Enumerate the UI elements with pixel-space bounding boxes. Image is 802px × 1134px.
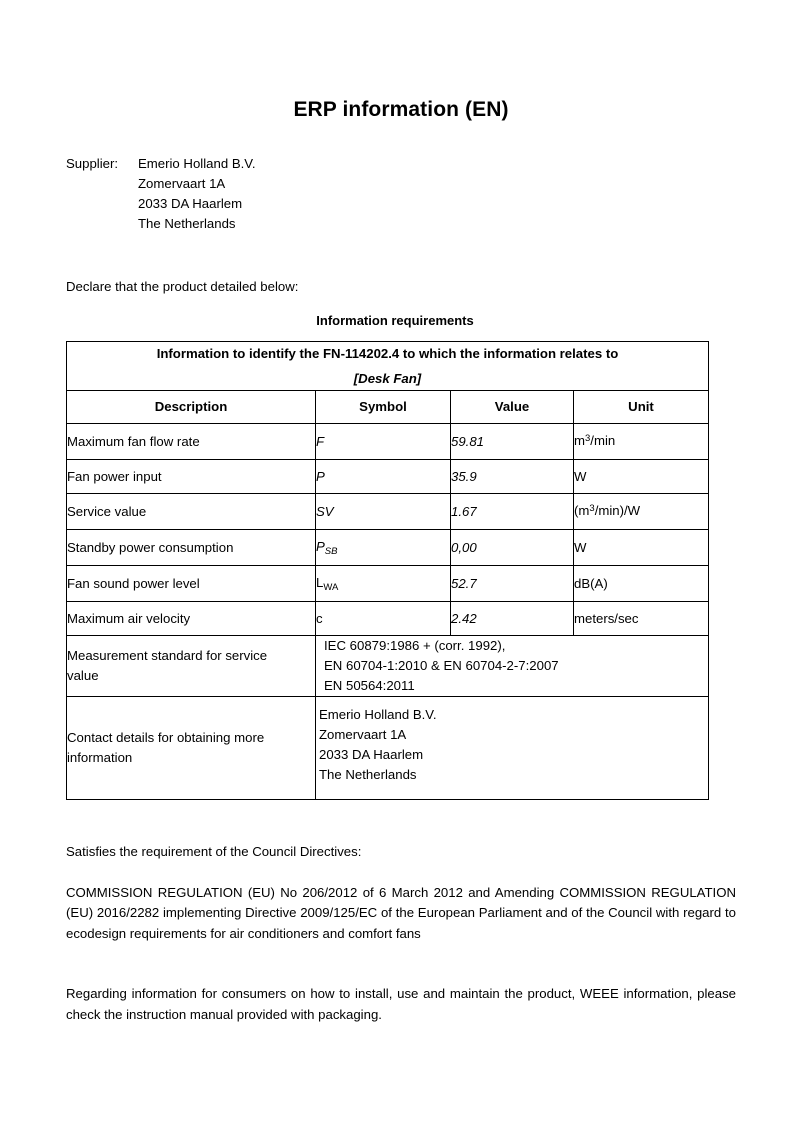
unit-prefix: W <box>574 469 587 485</box>
unit-prefix: (m <box>574 503 590 519</box>
measurement-standard-label <box>67 636 316 697</box>
row-value: 59.81 <box>451 424 574 460</box>
row-symbol-main: P <box>316 539 325 555</box>
row-value: 0,00 <box>451 530 574 566</box>
row-symbol-main: SV <box>316 504 334 520</box>
row-value: 35.9 <box>451 460 574 494</box>
supplier-label: Supplier: <box>66 156 119 172</box>
information-requirements-heading: Information requirements <box>316 313 474 329</box>
identification-line: Information to identify the FN-114202.4 to which the information relates to <box>156 346 619 362</box>
contact-details-label <box>67 697 316 800</box>
label-line: Contact details for obtaining more <box>67 730 265 746</box>
supplier-address-line: 2033 DA Haarlem <box>138 195 243 211</box>
row-symbol-main: L <box>316 575 324 591</box>
row-value: 52.7 <box>451 566 574 602</box>
column-header-description: Description <box>67 391 316 424</box>
standard-line: EN 50564:2011 <box>324 678 415 694</box>
row-description: Maximum fan flow rate <box>67 424 316 460</box>
supplier-block <box>66 154 736 233</box>
row-unit <box>574 424 709 460</box>
row-symbol <box>316 460 451 494</box>
supplier-address <box>138 154 736 233</box>
unit-superscript: 3 <box>589 503 595 515</box>
supplier-address-line: The Netherlands <box>138 215 236 231</box>
table-row-identification <box>67 342 709 391</box>
unit-prefix: meters/sec <box>574 611 639 627</box>
row-description: Service value <box>67 494 316 530</box>
table-row <box>67 566 709 602</box>
row-symbol-subscript: SB <box>324 545 338 557</box>
table-row <box>67 602 709 636</box>
row-unit <box>574 530 709 566</box>
label-line: information <box>67 750 133 766</box>
contact-details-value <box>316 697 709 800</box>
row-unit <box>574 566 709 602</box>
product-type-label: [Desk Fan] <box>353 371 422 387</box>
row-description: Standby power consumption <box>67 530 316 566</box>
row-value: 1.67 <box>451 494 574 530</box>
contact-line: Zomervaart 1A <box>319 727 407 743</box>
page-title: ERP information (EN) <box>293 98 509 121</box>
row-symbol-main: P <box>316 469 325 485</box>
row-symbol <box>316 424 451 460</box>
table-header-row <box>67 391 709 424</box>
label-line: Measurement standard for service <box>67 648 268 664</box>
contact-line: Emerio Holland B.V. <box>319 707 437 723</box>
unit-suffix: /min)/W <box>594 503 641 519</box>
column-header-symbol: Symbol <box>316 391 451 424</box>
row-symbol-subscript: WA <box>323 581 339 593</box>
supplier-address-line: Zomervaart 1A <box>138 175 226 191</box>
column-header-value: Value <box>451 391 574 424</box>
column-header-unit: Unit <box>574 391 709 424</box>
row-description: Maximum air velocity <box>67 602 316 636</box>
unit-prefix: m <box>574 433 585 449</box>
table-row <box>67 424 709 460</box>
row-symbol <box>316 494 451 530</box>
unit-prefix: W <box>574 540 587 556</box>
identification-cell <box>67 342 709 391</box>
row-symbol <box>316 602 451 636</box>
unit-prefix: dB(A) <box>574 576 608 592</box>
erp-information-table <box>66 341 709 800</box>
table-row-contact-details <box>67 697 709 800</box>
row-description: Fan power input <box>67 460 316 494</box>
row-description: Fan sound power level <box>67 566 316 602</box>
label-line: value <box>67 668 99 684</box>
unit-suffix: /min <box>590 433 616 449</box>
unit-superscript: 3 <box>585 433 591 445</box>
row-symbol <box>316 530 451 566</box>
row-value: 2.42 <box>451 602 574 636</box>
row-symbol-main: c <box>316 611 323 627</box>
row-unit <box>574 460 709 494</box>
declaration-line: Declare that the product detailed below: <box>66 279 299 295</box>
standard-line: EN 60704-1:2010 & EN 60704-2-7:2007 <box>324 658 559 674</box>
row-symbol <box>316 566 451 602</box>
supplier-address-line: Emerio Holland B.V. <box>138 156 256 172</box>
weee-paragraph: Regarding information for consumers on how to install, use and maintain the product, WEEE information, please check the instruction manual provided with packaging. <box>66 986 736 1022</box>
contact-line: 2033 DA Haarlem <box>319 747 424 763</box>
row-unit <box>574 494 709 530</box>
supplier-row <box>66 154 736 233</box>
standard-line: IEC 60879:1986 + (corr. 1992), <box>324 638 506 654</box>
measurement-standard-value <box>316 636 709 697</box>
satisfies-statement: Satisfies the requirement of the Council Directives: <box>66 844 362 860</box>
contact-line: The Netherlands <box>319 767 417 783</box>
table-row <box>67 494 709 530</box>
regulation-paragraph: COMMISSION REGULATION (EU) No 206/2012 of 6 March 2012 and Amending COMMISSION REGULATION (EU) 2016/2282 implementing Directive 2009/125/EC of the European Parliament and of the Council with regard to ecodesign requirements for air conditioners and comfort fans <box>66 884 736 941</box>
table-row <box>67 460 709 494</box>
table-row-measurement-standard <box>67 636 709 697</box>
row-unit <box>574 602 709 636</box>
row-symbol-main: F <box>316 434 325 450</box>
table-row <box>67 530 709 566</box>
